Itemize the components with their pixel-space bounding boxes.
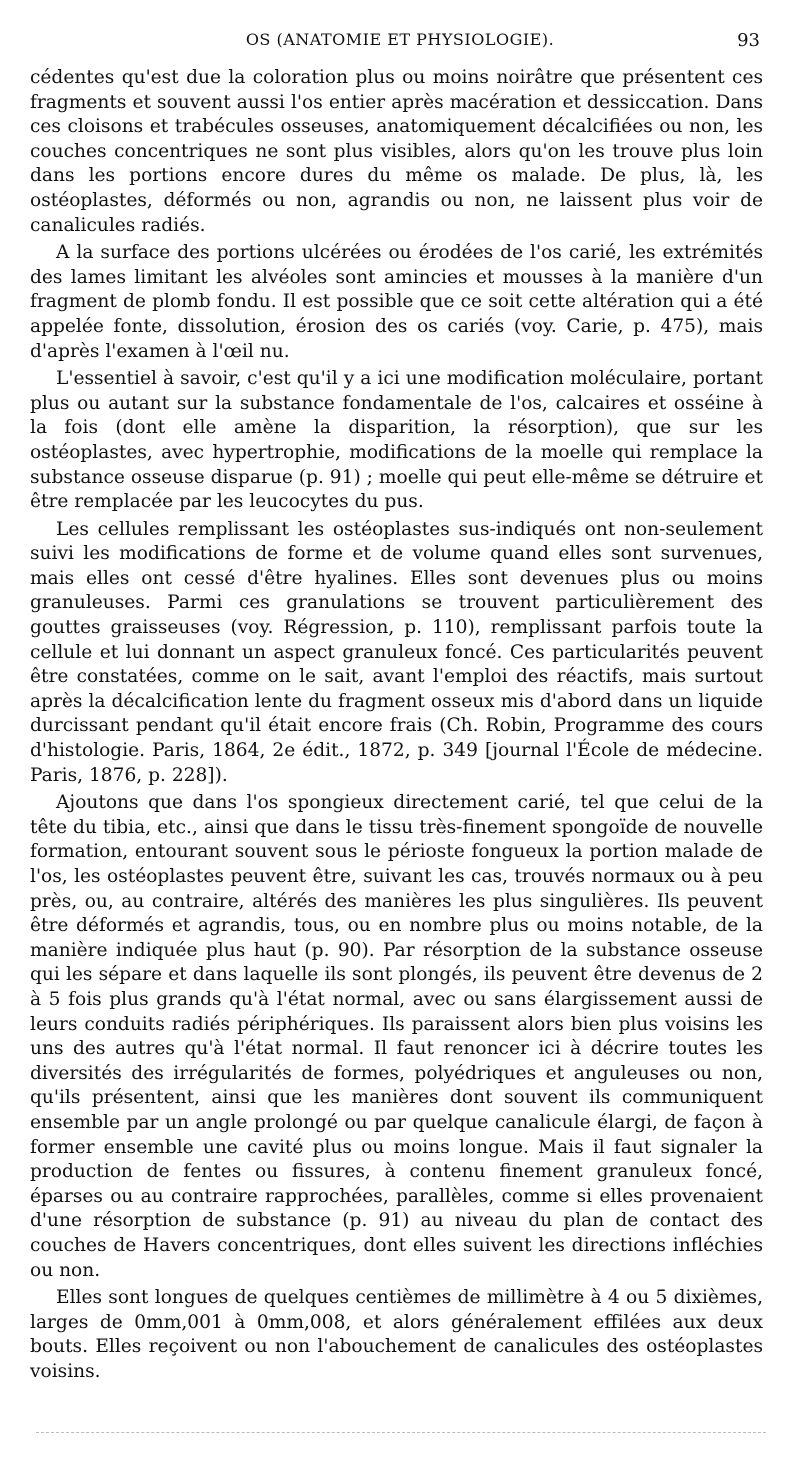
body-text (30, 66, 763, 1387)
bottom-rule (36, 1432, 766, 1433)
paragraph-5: Ajoutons que dans l'os spongieux directement carié, tel que celui de la tête du tibia, etc., ainsi que dans le tissu très-finement spongoïde de nouvelle formation, entourant souvent sous le périoste fongueux la portion malade de l'os, les ostéoplastes peuvent être, suivant les cas, trouvés normaux ou à peu près, ou, au contraire, altérés des manières les plus singulières. Ils peuvent être déformés et agrandis, tous, ou en nombre plus ou moins notable, de la manière indiquée plus haut (p. 90). Par résorption de la substance osseuse qui les sépare et dans laquelle ils sont plongés, ils peuvent être devenus de 2 à 5 fois plus grands qu'à l'état normal, avec ou sans élargissement aussi de leurs conduits radiés périphériques. Ils paraissent alors bien plus voisins les uns des autres qu'à l'état normal. Il faut renoncer ici à décrire toutes les diversités des irrégularités de formes, polyédriques et anguleuses ou non, qu'ils présentent, ainsi que les manières dont souvent ils communiquent ensemble par un angle prolongé ou par quelque canalicule élargi, de façon à former ensemble une cavité plus ou moins longue. Mais il faut signaler la production de fentes ou fissures, à contenu finement granuleux foncé, éparses ou au contraire rapprochées, parallèles, comme si elles provenaient d'une résorption de substance (p. 91) au niveau du plan de contact des couches de Havers concentriques, dont elles suivent les directions infléchies ou non. (30, 792, 763, 1281)
running-title: OS (ANATOMIE ET PHYSIOLOGIE). (245, 30, 555, 49)
paragraph-1: cédentes qu'est due la coloration plus ou moins noirâtre que présentent ces fragments et souvent aussi l'os entier après macération et dessiccation. Dans ces cloisons et trabécules osseuses, anatomiquement décalcifiées ou non, les couches concentriques ne sont plus visibles, alors qu'on les trouve plus loin dans les portions encore dures du même os malade. De plus, là, les ostéoplastes, déformés ou non, agrandis ou non, ne laissent plus voir de canalicules radiés. (30, 67, 763, 236)
paragraph-3: L'essentiel à savoir, c'est qu'il y a ici une modification moléculaire, portant plus ou autant sur la substance fondamentale de l'os, calcaires et osséine à la fois (dont elle amène la disparition, la résorption), que sur les ostéoplastes, avec hypertrophie, modifications de la moelle qui remplace la substance osseuse disparue (p. 91) ; moelle qui peut elle-même se détruire et être remplacée par les leucocytes du pus. (30, 368, 763, 513)
paragraph-4: Les cellules remplissant les ostéoplastes sus-indiqués ont non-seulement suivi les modifications de forme et de volume quand elles sont survenues, mais elles ont cessé d'être hyalines. Elles sont devenues plus ou moins granuleuses. Parmi ces granulations se trouvent particulièrement des gouttes graisseuses (voy. Régression, p. 110), remplissant parfois toute la cellule et lui donnant un aspect granuleux foncé. Ces particularités peuvent être constatées, comme on le sait, avant l'emploi des réactifs, mais surtout après la décalcification lente du fragment osseux mis d'abord dans un liquide durcissant pendant qu'il était encore frais (Ch. Robin, Programme des cours d'histologie. Paris, 1864, 2e édit., 1872, p. 349 [journal l'École de médecine. Paris, 1876, p. 228]). (30, 518, 763, 786)
page-header (36, 30, 764, 60)
paragraph-2: A la surface des portions ulcérées ou érodées de l'os carié, les extrémités des lames limitant les alvéoles sont amincies et mousses à la manière d'un fragment de plomb fondu. Il est possible que ce soit cette altération qui a été appelée fonte, dissolution, érosion des os cariés (voy. Carie, p. 475), mais d'après l'examen à l'œil nu. (30, 242, 763, 362)
page-number: 93 (737, 30, 760, 51)
paragraph-6: Elles sont longues de quelques centièmes de millimètre à 4 ou 5 dixièmes, larges de 0mm,001 à 0mm,008, et alors généralement effilées aux deux bouts. Elles reçoivent ou non l'abouchement de canalicules des ostéoplastes voisins. (30, 1287, 763, 1382)
